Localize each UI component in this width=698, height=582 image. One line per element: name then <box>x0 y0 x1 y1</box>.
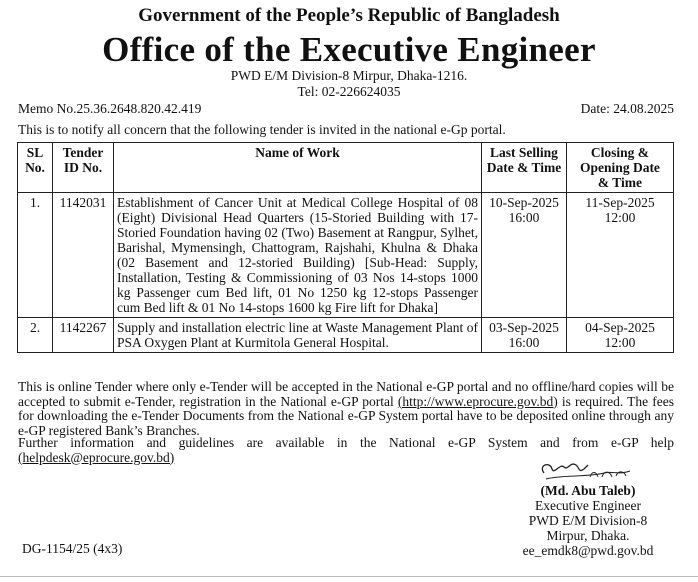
row1-closing <box>567 193 674 318</box>
header-sl <box>18 143 53 193</box>
table-row <box>18 193 674 318</box>
header-sell-line2: Date & Time <box>486 160 562 175</box>
row1-sell-date: 10-Sep-2025 <box>489 195 559 210</box>
government-heading: Government of the People’s Republic of Bangladesh <box>138 5 560 26</box>
signatory-division: PWD E/M Division-8 <box>528 513 648 528</box>
notice-text-1a: This is online Tender where only e-Tender will be accepted in the National e-GP portal and no offline/hard copies will be accepted to submit e-Tender, registration in the National e-GP portal <box>18 379 674 409</box>
memo-number: Memo No.25.36.2648.820.42.419 <box>18 101 202 116</box>
row2-close-date: 04-Sep-2025 <box>585 320 655 335</box>
header-sell-line1: Last Selling <box>490 145 558 160</box>
row1-sl: 1. <box>18 193 53 318</box>
row1-last-selling <box>482 193 567 318</box>
telephone: Tel: 02-226624035 <box>297 84 401 99</box>
tender-table <box>17 142 674 353</box>
header-closing-opening <box>567 143 674 193</box>
dg-reference: DG-1154/25 (4x3) <box>22 541 123 556</box>
notice-text-2a: Further information and guidelines are available in the National e-GP System and from e-GP help <box>18 435 674 450</box>
signature-icon <box>530 455 640 485</box>
bottom-divider <box>0 576 698 577</box>
notice-date: Date: 24.08.2025 <box>580 101 674 116</box>
row1-sell-time: 16:00 <box>508 210 540 225</box>
row1-close-time: 12:00 <box>604 210 636 225</box>
header-close-line2: Opening Date <box>580 160 660 175</box>
signatory-title: Executive Engineer <box>534 498 642 513</box>
intro-text: This is to notify all concern that the following tender is invited in the national e-Gp portal. <box>18 122 506 137</box>
row1-tender-id: 1142031 <box>53 193 114 318</box>
header-name-of-work: Name of Work <box>114 143 482 193</box>
eprocure-link[interactable]: (http://www.eprocure.gov.bd) <box>397 393 558 409</box>
office-title: Office of the Executive Engineer <box>102 30 596 69</box>
signatory-email[interactable]: ee_emdk8@pwd.gov.bd <box>522 543 654 558</box>
row1-work: Establishment of Cancer Unit at Medical College Hospital of 08 (Eight) Divisional Head Quarters (15-Storied Building with 17-Storied Foundation having 02 (Two) Basement at Rangpur, Sylhet, Barishal, Mymensingh, Chattogram, Rajshahi, Khulna & Dhaka (02 Basement and 12-storied Building) [Sub-Head: Supply, Installation, Testing & Commissioning of 03 Nos 14-stops 1000 kg Passenger cum Bed lift, 01 No 1250 kg 12-stops Passenger cum Bed lift & 01 No 14-stops 1600 kg Fire lift for Dhaka] <box>114 193 482 318</box>
header-id-line1: Tender <box>62 145 104 160</box>
row2-sell-time: 16:00 <box>508 335 540 350</box>
row2-close-time: 12:00 <box>604 335 636 350</box>
row2-last-selling <box>482 318 567 353</box>
header-tender-id <box>53 143 114 193</box>
row2-work: Supply and installation electric line at Waste Management Plant of PSA Oxygen Plant at Kurmitola General Hospital. <box>114 318 482 353</box>
signatory-block <box>500 483 676 558</box>
table-row <box>18 318 674 353</box>
online-tender-notice <box>18 380 674 438</box>
row2-tender-id: 1142267 <box>53 318 114 353</box>
signatory-name: (Md. Abu Taleb) <box>540 483 636 498</box>
row2-closing <box>567 318 674 353</box>
row1-close-date: 11-Sep-2025 <box>585 195 655 210</box>
header-sl-line1: SL <box>26 145 44 160</box>
header-id-line2: ID No. <box>63 160 103 175</box>
header-close-line1: Closing & <box>590 145 650 160</box>
header-last-selling <box>482 143 567 193</box>
notice-text-1b: is required. The fees for downloading the e-Tender Documents from the National e-GP System portal have to be deposited online through any e-GP registered Bank’s Branches. <box>18 393 674 438</box>
row2-sell-date: 03-Sep-2025 <box>489 320 559 335</box>
header-sl-line2: No. <box>25 160 45 175</box>
table-header-row <box>18 143 674 193</box>
division-address: PWD E/M Division-8 Mirpur, Dhaka-1216. <box>230 68 468 83</box>
header-close-line3: & Time <box>597 175 643 190</box>
row2-sl: 2. <box>18 318 53 353</box>
helpdesk-link[interactable]: (helpdesk@eprocure.gov.bd) <box>18 449 175 465</box>
signatory-location: Mirpur, Dhaka. <box>546 528 630 543</box>
